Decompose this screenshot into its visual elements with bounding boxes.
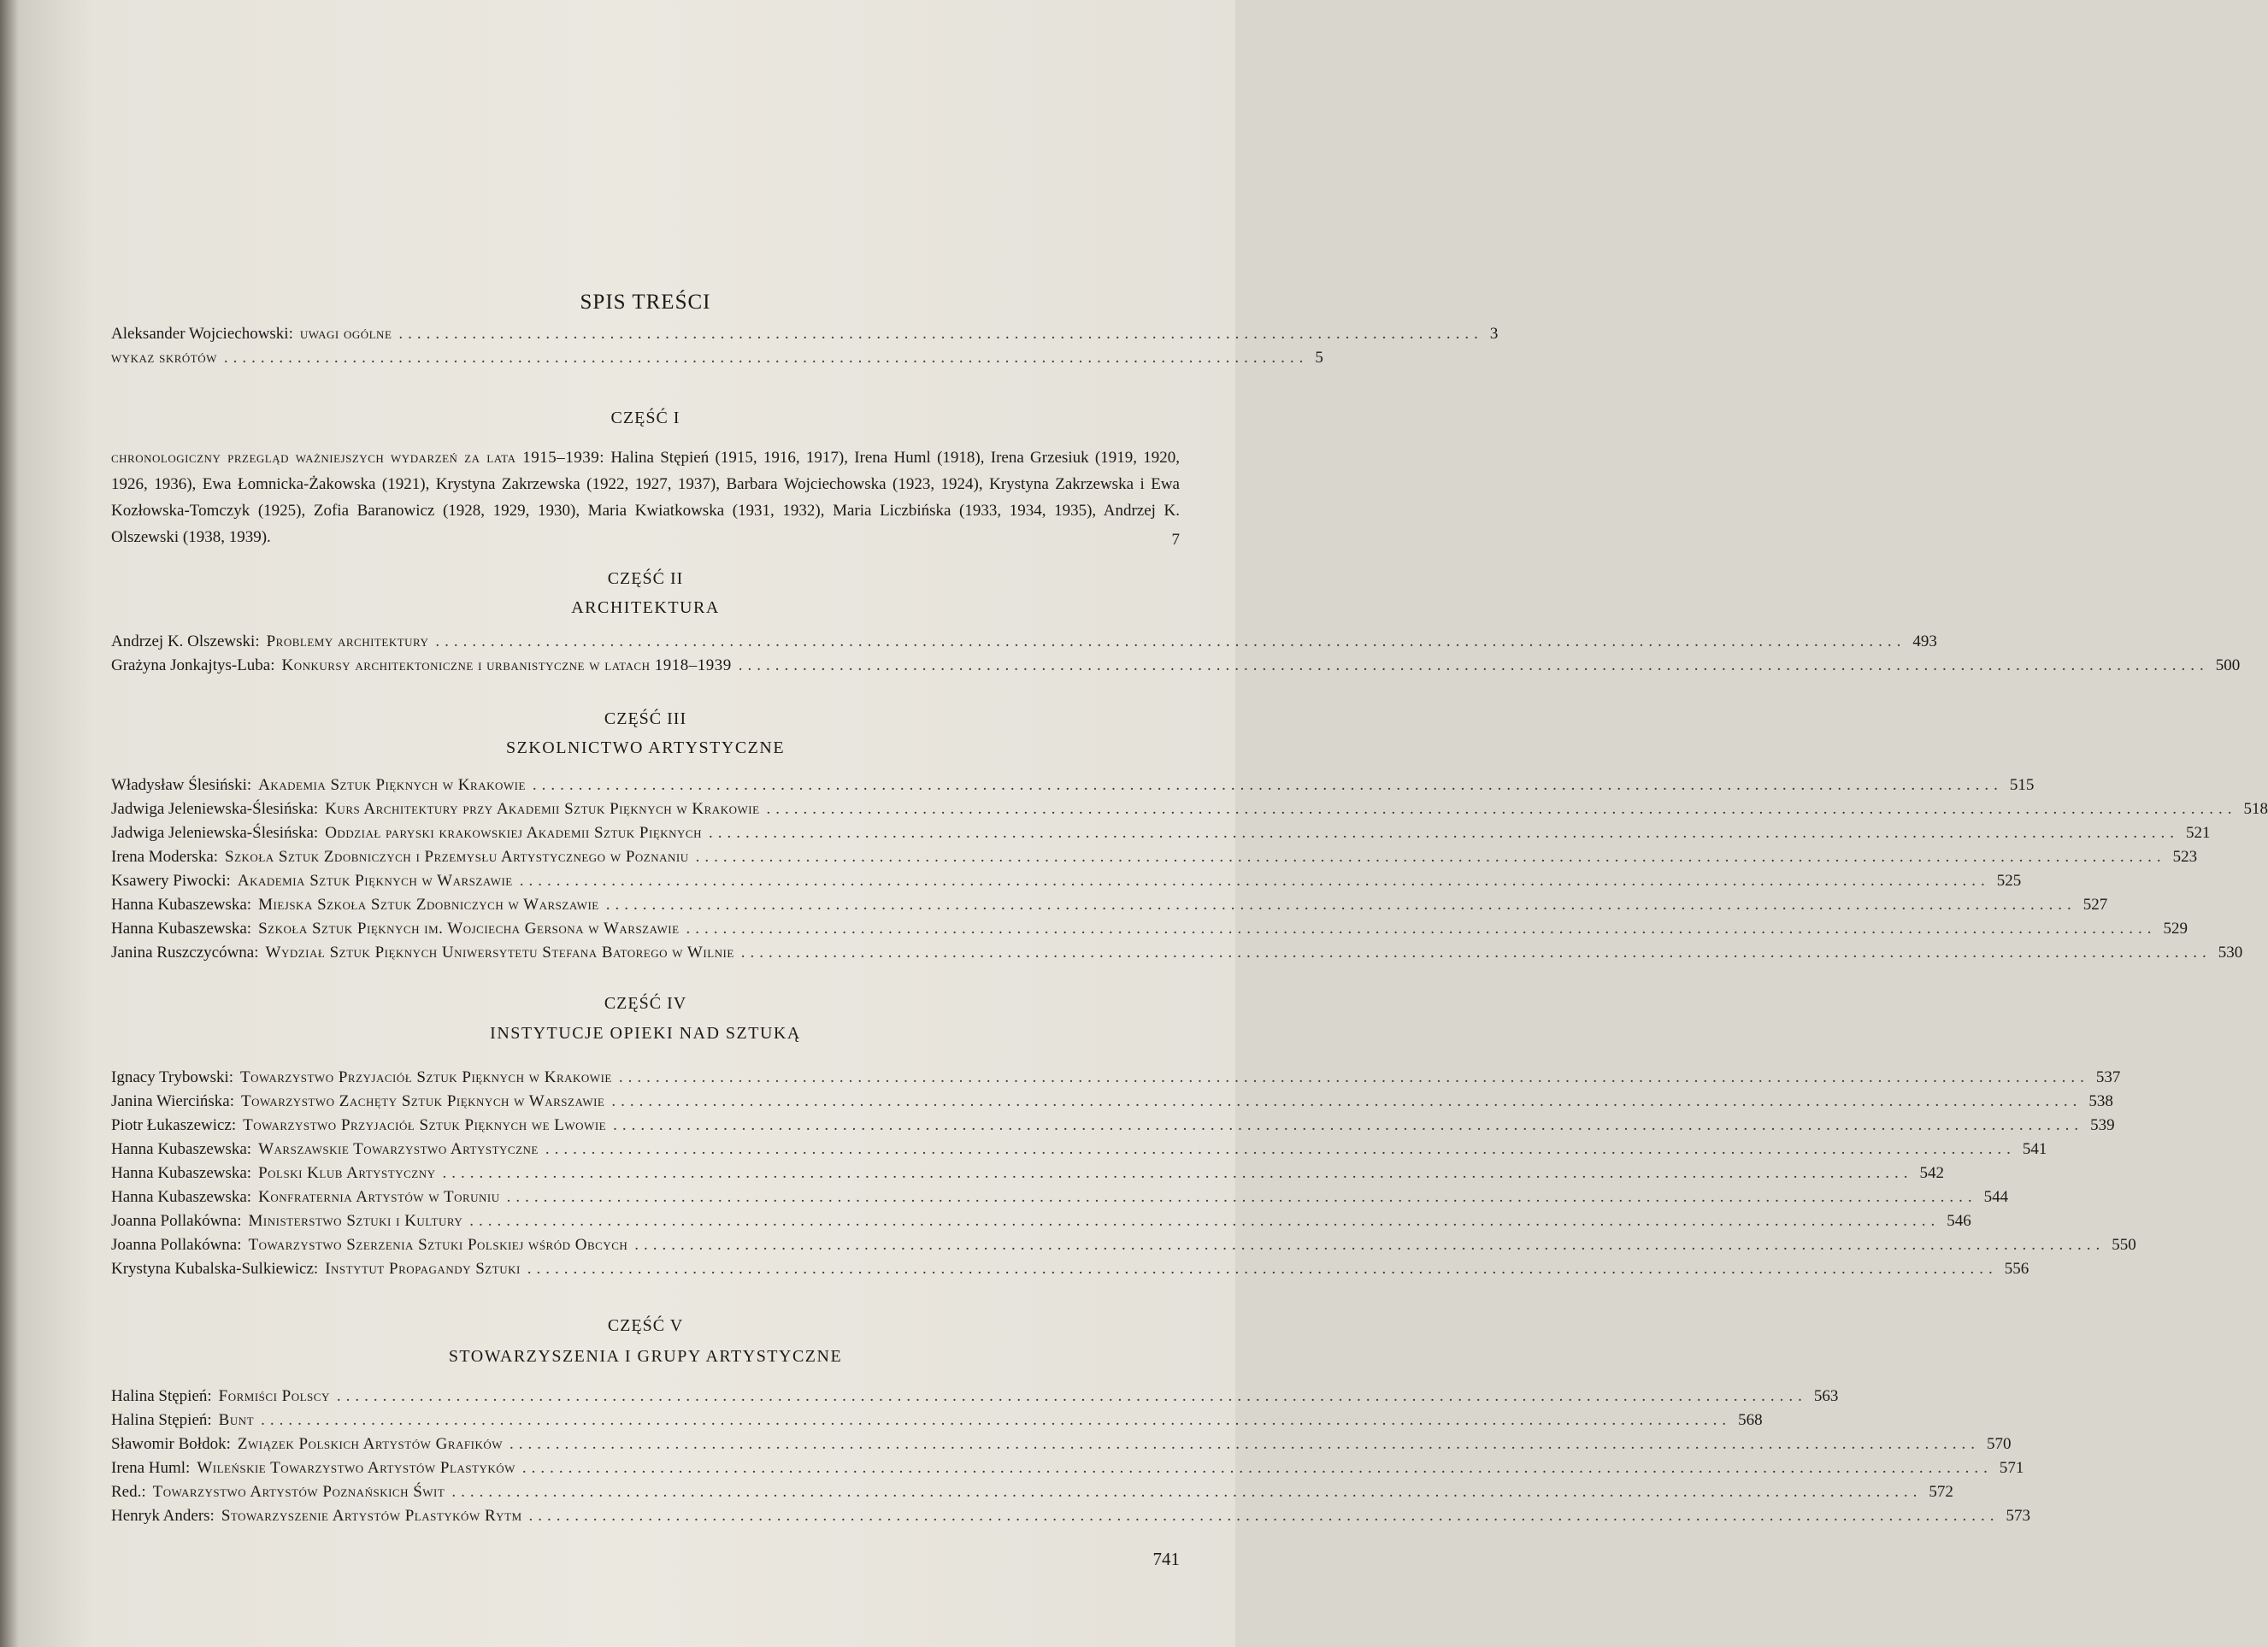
entry-title: Akademia Sztuk Pięknych w Krakowie xyxy=(258,776,526,794)
toc-entry xyxy=(111,1260,2029,1284)
entry-title: Towarzystwo Zachęty Sztuk Pięknych w Warszawie xyxy=(240,1092,605,1110)
leader-dots: ...................................................................................................................... xyxy=(398,325,1483,343)
entry-page: 515 xyxy=(2009,776,2035,794)
entry-author: Janina Wiercińska: xyxy=(111,1092,234,1110)
part-subtitle: ARCHITEKTURA xyxy=(571,598,720,617)
leader-dots: ................................................................................................................................................................ xyxy=(738,656,2209,674)
leader-dots: ................................................................................................................................................................ xyxy=(634,1236,2106,1254)
entry-title: Wileńskie Towarzystwo Artystów Plastyków xyxy=(197,1459,515,1477)
part-heading: CZĘŚĆ II xyxy=(607,569,684,588)
entry-title: Oddział paryski krakowskiej Akademii Sztuk Pięknych xyxy=(325,824,702,842)
entry-page: 500 xyxy=(2215,656,2241,674)
entry-page: 493 xyxy=(1912,632,1937,650)
entry-title: Warszawskie Towarzystwo Artystyczne xyxy=(258,1140,539,1158)
toc-entry xyxy=(111,325,1499,349)
entry-title: Wydział Sztuk Pięknych Uniwersytetu Stefana Batorego w Wilnie xyxy=(265,944,734,962)
entry-page: 521 xyxy=(2186,824,2211,842)
entry-author: Ignacy Trybowski: xyxy=(111,1068,234,1086)
toc-entry xyxy=(111,1188,2009,1212)
entry-author: Joanna Pollakówna: xyxy=(111,1212,242,1230)
entry-title: Konkursy architektoniczne i urbanistyczne w latach 1918–1939 xyxy=(281,656,732,674)
leader-dots: ................................................................................................................................................................ xyxy=(336,1387,1807,1405)
entry-title: Związek Polskich Artystów Grafików xyxy=(237,1435,503,1453)
toc-entry xyxy=(111,1212,1971,1236)
leader-dots: ................................................................................................................................................................ xyxy=(469,1212,1941,1230)
entry-title: Ministerstwo Sztuki i Kultury xyxy=(248,1212,463,1230)
entry-page: 537 xyxy=(2095,1068,2121,1086)
entry-author: Hanna Kubaszewska: xyxy=(111,920,252,938)
entry-title: wykaz skrótów xyxy=(111,349,217,367)
leader-dots: ................................................................................................................................................................ xyxy=(618,1068,2089,1086)
leader-dots: ................................................................................................................................................................ xyxy=(451,1483,1923,1501)
entry-title: uwagi ogólne xyxy=(299,325,392,343)
toc-entry xyxy=(111,848,2198,872)
entry-author: Sławomir Bołdok: xyxy=(111,1435,231,1453)
leader-dots: ................................................................................................................................................................ xyxy=(766,800,2237,818)
entry-title: Szkoła Sztuk Zdobniczych i Przemysłu Artystycznego w Poznaniu xyxy=(225,848,689,866)
book-gutter xyxy=(0,0,19,1647)
toc-entry xyxy=(111,349,1323,373)
part-subtitle: SZKOLNICTWO ARTYSTYCZNE xyxy=(505,738,786,757)
entry-author: Piotr Łukaszewicz: xyxy=(111,1116,237,1134)
entry-page: 525 xyxy=(1996,872,2022,890)
leader-dots: ................................................................................................................................................................ xyxy=(519,872,1990,890)
entry-author: Hanna Kubaszewska: xyxy=(111,1164,252,1182)
entry-page: 538 xyxy=(2088,1092,2113,1110)
entry-title: Polski Klub Artystyczny xyxy=(258,1164,436,1182)
toc-entry xyxy=(111,1164,1944,1188)
entry-author: Władysław Ślesiński: xyxy=(111,776,252,794)
entry-page: 5 xyxy=(1315,349,1323,367)
entry-page: 570 xyxy=(1987,1435,2012,1453)
entry-author: Henryk Anders: xyxy=(111,1507,215,1525)
leader-dots: ................................................................................................................................................................ xyxy=(686,920,2157,938)
entry-title: Towarzystwo Przyjaciół Sztuk Pięknych we Lwowie xyxy=(243,1116,607,1134)
toc-entry xyxy=(111,1068,2121,1092)
entry-title: Bunt xyxy=(218,1411,255,1429)
entry-page: 563 xyxy=(1813,1387,1839,1405)
entry-author: Andrzej K. Olszewski: xyxy=(111,632,260,650)
entry-page: 527 xyxy=(2082,896,2108,914)
toc-entry xyxy=(111,920,2188,944)
leader-dots: ................................................................................................................................................................ xyxy=(442,1164,1913,1182)
toc-entry xyxy=(111,1092,2113,1116)
entry-author: Jadwiga Jeleniewska-Ślesińska: xyxy=(111,800,319,818)
entry-page: 518 xyxy=(2243,800,2268,818)
entry-page: 530 xyxy=(2218,944,2243,962)
entry-page: 523 xyxy=(2172,848,2198,866)
book-page xyxy=(19,0,2268,1647)
leader-dots: ...................................................................................................................... xyxy=(223,349,1309,367)
entry-page: 529 xyxy=(2163,920,2188,938)
entry-title: Formiści Polscy xyxy=(218,1387,330,1405)
entry-author: Aleksander Wojciechowski: xyxy=(111,325,293,343)
part-heading: CZĘŚĆ IV xyxy=(604,994,687,1013)
toc-entry xyxy=(111,872,2022,896)
part-subtitle: STOWARZYSZENIA I GRUPY ARTYSTYCZNE xyxy=(448,1347,843,1366)
entry-title: Konfraternia Artystów w Toruniu xyxy=(258,1188,500,1206)
leader-dots: ................................................................................................................................................................ xyxy=(261,1411,1732,1429)
folio-page-number: 741 xyxy=(1152,1549,1180,1569)
entry-author: Red.: xyxy=(111,1483,146,1501)
toc-entry xyxy=(111,1483,1953,1507)
toc-entry xyxy=(111,776,2035,800)
toc-entry xyxy=(111,656,2241,680)
entry-title: Stowarzyszenie Artystów Plastyków Rytm xyxy=(221,1507,522,1525)
leader-dots: ................................................................................................................................................................ xyxy=(528,1507,2000,1525)
entry-author: Krystyna Kubalska-Sulkiewicz: xyxy=(111,1260,319,1278)
entry-title: Szkoła Sztuk Pięknych im. Wojciecha Gersona w Warszawie xyxy=(258,920,680,938)
entry-title: Instytut Propagandy Sztuki xyxy=(325,1260,521,1278)
page-title: SPIS TREŚCI xyxy=(580,291,711,314)
toc-entry xyxy=(111,1459,2024,1483)
toc-entry xyxy=(111,944,2243,968)
leader-dots: ................................................................................................................................................................ xyxy=(740,944,2212,962)
entry-page: 568 xyxy=(1738,1411,1763,1429)
leader-dots: ................................................................................................................................................................ xyxy=(611,1092,2082,1110)
entry-page: 539 xyxy=(2090,1116,2115,1134)
entry-author: Hanna Kubaszewska: xyxy=(111,1188,252,1206)
toc-entry xyxy=(111,1435,2012,1459)
entry-page: 541 xyxy=(2022,1140,2047,1158)
entry-title: Akademia Sztuk Pięknych w Warszawie xyxy=(237,872,513,890)
entry-page: 7 xyxy=(1171,531,1180,549)
leader-dots: ................................................................................................................................................................ xyxy=(521,1459,1993,1477)
entry-page: 546 xyxy=(1947,1212,1971,1230)
leader-dots: ................................................................................................................................................................ xyxy=(709,824,2179,842)
entry-page: 544 xyxy=(1983,1188,2009,1206)
entry-author: Halina Stępień: xyxy=(111,1411,212,1429)
leader-dots: ................................................................................................................................................................ xyxy=(435,632,1906,650)
entry-author: Irena Huml: xyxy=(111,1459,191,1477)
entry-title: Towarzystwo Szerzenia Sztuki Polskiej wśród Obcych xyxy=(248,1236,628,1254)
entry-page: 572 xyxy=(1929,1483,1953,1501)
part-heading: CZĘŚĆ V xyxy=(607,1316,684,1335)
part-heading: CZĘŚĆ III xyxy=(604,709,687,728)
leader-dots: ................................................................................................................................................................ xyxy=(532,776,2003,794)
toc-entry xyxy=(111,1411,1763,1435)
entry-title: Miejska Szkoła Sztuk Zdobniczych w Warszawie xyxy=(258,896,599,914)
entry-page: 573 xyxy=(2006,1507,2031,1525)
entry-title: Towarzystwo Przyjaciół Sztuk Pięknych w Krakowie xyxy=(240,1068,612,1086)
toc-entry xyxy=(111,896,2108,920)
toc-entry xyxy=(111,1387,1839,1411)
toc-entry xyxy=(111,1236,2136,1260)
toc-entry xyxy=(111,1507,2031,1531)
entry-title: Problemy architektury xyxy=(266,632,429,650)
toc-entry xyxy=(111,800,2268,824)
leader-dots: ................................................................................................................................................................ xyxy=(605,896,2077,914)
entry-page: 3 xyxy=(1489,325,1499,343)
toc-entry xyxy=(111,1116,2115,1140)
entry-author: Janina Ruszczycówna: xyxy=(111,944,259,962)
leader-dots: ................................................................................................................................................................ xyxy=(545,1140,2016,1158)
part-subtitle: INSTYTUCJE OPIEKI NAD SZTUKĄ xyxy=(490,1024,801,1043)
entry-author: Halina Stępień: xyxy=(111,1387,212,1405)
entry-title: Kurs Architektury przy Akademii Sztuk Pięknych w Krakowie xyxy=(325,800,760,818)
entry-page: 556 xyxy=(2004,1260,2029,1278)
part-paragraph xyxy=(111,444,1180,550)
toc-entry xyxy=(111,632,1937,656)
leader-dots: ................................................................................................................................................................ xyxy=(527,1260,1998,1278)
entry-page: 571 xyxy=(1999,1459,2024,1477)
entry-author: Hanna Kubaszewska: xyxy=(111,1140,252,1158)
leader-dots: ................................................................................................................................................................ xyxy=(613,1116,2084,1134)
leader-dots: ................................................................................................................................................................ xyxy=(695,848,2166,866)
entry-title: Towarzystwo Artystów Poznańskich Świt xyxy=(152,1483,445,1501)
entry-author: Joanna Pollakówna: xyxy=(111,1236,242,1254)
leader-dots: ................................................................................................................................................................ xyxy=(506,1188,1977,1206)
paragraph-lead: chronologiczny przegląd ważniejszych wydarzeń za lata 1915–1939: xyxy=(111,449,605,467)
entry-author: Ksawery Piwocki: xyxy=(111,872,231,890)
toc-entry xyxy=(111,1140,2047,1164)
entry-author: Grażyna Jonkajtys-Luba: xyxy=(111,656,275,674)
entry-author: Irena Moderska: xyxy=(111,848,219,866)
entry-page: 550 xyxy=(2112,1236,2136,1254)
leader-dots: ................................................................................................................................................................ xyxy=(510,1435,1980,1453)
part-heading: CZĘŚĆ I xyxy=(610,409,680,427)
toc-entry xyxy=(111,824,2211,848)
entry-author: Hanna Kubaszewska: xyxy=(111,896,252,914)
entry-author: Jadwiga Jeleniewska-Ślesińska: xyxy=(111,824,319,842)
entry-page: 542 xyxy=(1919,1164,1944,1182)
paragraph-text: Halina Stępień (1915, 1916, 1917), Irena Huml (1918), Irena Grzesiuk (1919, 1920, 1926, 1936), Ewa Łomnicka-Żakowska (1921), Krystyna Zakrzewska (1922, 1927, 1937), Barbara Wojciechowska (1923, 1924), Krystyna Zakrzewska i Ewa Kozłowska-Tomczyk (1925), Zofia Baranowicz (1928, 1929, 1930), Maria Kwiatkowska (1931, 1932), Maria Liczbińska (1933, 1934, 1935), Andrzej K. Olszewski (1938, 1939). xyxy=(111,449,1181,546)
